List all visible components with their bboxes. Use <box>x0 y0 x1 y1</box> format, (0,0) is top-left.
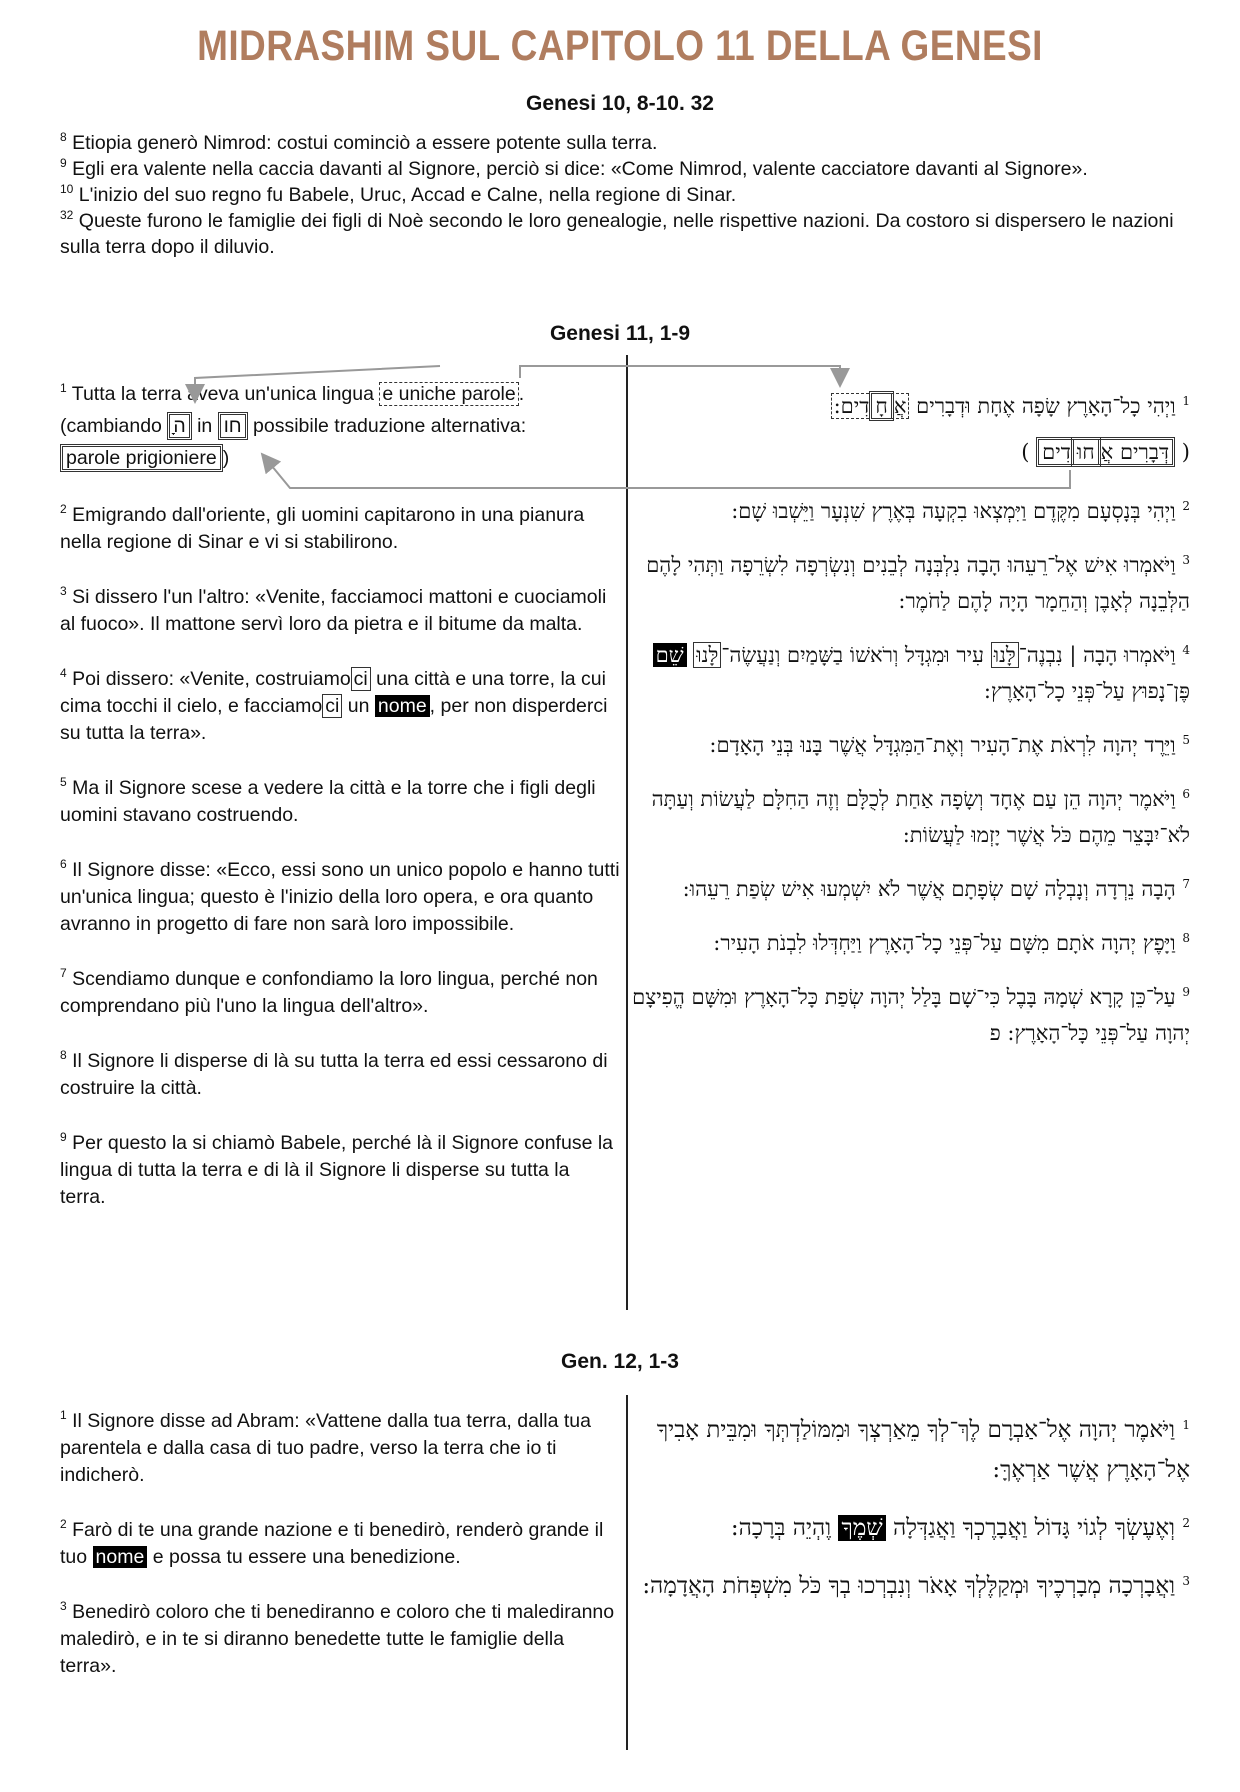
verse-12-2-he: $^2$ וְאֶעֶשְׂךָ לְגוֹי גָּדוֹל וַאֲבָרֶכְךָ וַאֲגַדְּלָה שְׁמֶךָ וֶהְיֵה בְּרָכָה: <box>730 1515 1190 1541</box>
page-title: MIDRASHIM SUL CAPITOLO 11 DELLA GENESI <box>197 22 1043 70</box>
letter-he-box: ָה <box>167 412 191 440</box>
arrow-to-letter-box <box>195 366 440 402</box>
arrow-uniche-parole-to-hebrew <box>520 366 840 386</box>
nome-highlight: nome <box>93 1546 148 1568</box>
hebrew-shem-highlight: שֵׁם <box>653 643 687 667</box>
hebrew-lanu-box: לָּנוּ <box>991 642 1019 668</box>
verse-11-5-he: $^5$ וַיֵּרֶד יְהוָה לִרְאֹת אֶת־הָעִיר וְאֶת־הַמִּגְדָּל אֲשֶׁר בָּנוּ בְּנֵי הָאָדָם: <box>709 733 1190 757</box>
verse-11-1-it: $^1$ Tutta la terra aveva un'unica lingua e uniche parole . (cambiando ָה in חו possibile traduzione alternativa: parole prigioniere ) <box>60 378 620 474</box>
hebrew-devarim-ahadim: אֲחָדִים: <box>831 393 910 419</box>
ci-box: ci <box>322 694 342 718</box>
heading-genesi-10: Genesi 10, 8-10. 32 <box>526 92 714 115</box>
verse-11-3-it: $^3$ Si dissero l'un l'altro: «Venite, facciamoci mattoni e cuociamoli al fuoco». Il mattone servì loro da pietra e il bitume da malta. <box>60 584 607 635</box>
verse-10-9: $^9$ Egli era valente nella caccia davanti al Signore, perciò si dice: «Come Nimrod, valente cacciatore davanti al Signore». <box>60 156 1088 180</box>
verse-11-6-he: $^6$ וַיֹּאמֶר יְהוָה הֵן עַם אֶחָד וְשָׂפָה אַחַת לְכֻלָּם וְזֶה הַחִלָּם לַעֲשׂוֹת וְעַתָּה לֹא־יִבָּצֵר מֵהֶם כֹּל אֲשֶׁר יָזְמוּ לַעֲשׂוֹת: <box>651 787 1190 847</box>
verse-10-10: $^{10}$ L'inizio del suo regno fu Babele, Uruc, Accad e Calne, nella regione di Sinar. <box>60 182 737 206</box>
hebrew-letter-het-box: חָ <box>869 391 893 421</box>
heading-genesi-12: Gen. 12, 1-3 <box>561 1350 679 1373</box>
verse-11-2-he: $^2$ וַיְהִי בְּנָסְעָם מִקֶּדֶם וַיִּמְצְאוּ בִקְעָה בְּאֶרֶץ שִׁנְעָר וַיֵּשְׁבוּ שָׁם: <box>731 499 1190 523</box>
verse-11-4-he: $^4$ וַיֹּאמְרוּ הָבָה | נִבְנֶה־לָּנוּ עִיר וּמִגְדָּל וְרֹאשׁוֹ בַשָּׁמַיִם וְנַעֲשֶׂה־לָּנוּ שֵׁם פֶּן־נָפוּץ עַל־פְּנֵי כָל־הָאָרֶץ: <box>630 637 1190 709</box>
verse-11-9-it: $^9$ Per questo la si chiamò Babele, perché là il Signore confuse la lingua di tutta la terra e di là il Signore li disperse su tutta la terra. <box>60 1130 614 1208</box>
letter-hu-box: חו <box>218 412 248 440</box>
verse-12-1-he: $^1$ וַיֹּאמֶר יְהוָה אֶל־אַבְרָם לֶךְ־לְךָ מֵאַרְצְךָ וּמִמּוֹלַדְתְּךָ וּמִבֵּית אָבִיךָ אֶל־הָאָרֶץ אֲשֶׁר אַרְאֶךָּ: <box>656 1417 1190 1483</box>
verse-11-7-he: $^7$ הָבָה נֵרְדָה וְנָבְלָה שָׁם שְׂפָתָם אֲשֶׁר לֹא יִשְׁמְעוּ אִישׁ שְׂפַת רֵעֵהוּ: <box>682 877 1190 901</box>
verse-11-3-he: $^3$ וַיֹּאמְרוּ אִישׁ אֶל־רֵעֵהוּ הָבָה נִלְבְּנָה לְבֵנִים וְנִשְׂרְפָה לִשְׂרֵפָה וַתְּהִי לָהֶם הַלְּבֵנָה לְאָבֶן וְהַחֵמָר הָיָה לָהֶם לַחֹמֶר: <box>646 553 1190 613</box>
verse-11-8-it: $^8$ Il Signore li disperse di là su tutta la terra ed essi cessarono di costruire la città. <box>60 1048 608 1099</box>
arrow-hebrew-to-hu-box <box>262 454 1070 488</box>
hebrew-lanu-box: לָּנוּ <box>693 642 721 668</box>
verse-11-2-it: $^2$ Emigrando dall'oriente, gli uomini capitarono in una pianura nella regione di Sinar e vi si stabilirono. <box>60 502 585 553</box>
verse-10-32: $^{32}$ Queste furono le famiglie dei figli di Noè secondo le loro genealogie, nelle rispettive nazioni. Da costoro si dispersero le nazioni sulla terra dopo il diluvio. <box>60 208 1174 258</box>
verse-12-1-it: $^1$ Il Signore disse ad Abram: «Vattene dalla tua terra, dalla tua parentela e dalla casa di tuo padre, verso la terra che io ti indicherò. <box>60 1408 591 1486</box>
parole-prigioniere-box: parole prigioniere <box>60 444 223 472</box>
heading-genesi-11: Genesi 11, 1-9 <box>549 322 691 345</box>
hebrew-letter-hu-box: חוּ <box>1071 437 1101 467</box>
verse-11-4-it: $^4$ Poi dissero: «Venite, costruiamo ci una città e una torre, la cui cima tocchi il cielo, e facciamo ci un nome , per non disperderci su tutta la terra». <box>60 666 608 744</box>
verse-11-9-he: $^9$ עַל־כֵּן קָרָא שְׁמָהּ בָּבֶל כִּי־שָׁם בָּלַל יְהוָה שְׂפַת כָּל־הָאָרֶץ וּמִשָּׁם הֱפִיצָם יְהוָה עַל־פְּנֵי כָּל־הָאָרֶץ: פ <box>632 985 1190 1045</box>
verse-11-8-he: $^8$ וַיָּפֶץ יְהוָה אֹתָם מִשָּׁם עַל־פְּנֵי כָל־הָאָרֶץ וַיַּחְדְּלוּ לִבְנֹת הָעִיר: <box>713 931 1190 955</box>
verse-11-7-it: $^7$ Scendiamo dunque e confondiamo la loro lingua, perché non comprendano più l'uno la lingua dell'altro». <box>60 966 598 1017</box>
nome-highlight: nome <box>375 695 430 717</box>
ci-box: ci <box>351 667 371 691</box>
verse-11-5-it: $^5$ Ma il Signore scese a vedere la città e la torre che i figli degli uomini stavano costruendo. <box>60 775 596 826</box>
verse-11-1-he: $^1$ וַיְהִי כָל־הָאָרֶץ שָׂפָה אֶחָת וּדְבָרִים אֲחָדִים: ( דְּבָרִים אֲחוּדִים ) <box>630 383 1190 475</box>
highlight-uniche-parole: e uniche parole <box>379 382 518 406</box>
verse-11-6-it: $^6$ Il Signore disse: «Ecco, essi sono un unico popolo e hanno tutti un'unica lingua; questo è l'inizio della loro opera, e ora quanto avranno in progetto di fare non sarà loro impossibile. <box>60 857 620 935</box>
hebrew-alternative-box: דְּבָרִים אֲחוּדִים <box>1036 437 1175 467</box>
verse-12-2-it: $^2$ Farò di te una grande nazione e ti benedirò, renderò grande il tuo nome e possa tu essere una benedizione. <box>60 1517 604 1568</box>
hebrew-shem-highlight: שְׁמֶךָ <box>838 1515 885 1541</box>
verse-10-8: $^8$ Etiopia generò Nimrod: costui cominciò a essere potente sulla terra. <box>60 130 658 154</box>
verse-12-3-it: $^3$ Benedirò coloro che ti benediranno e coloro che ti malediranno maledirò, e in te si diranno benedette tutte le famiglie della terra». <box>60 1599 615 1677</box>
verse-12-3-he: $^3$ וַאֲבָרְכָה מְבָרְכֶיךָ וּמְקַלֶּלְךָ אָאֹר וְנִבְרְכוּ בְךָ כֹּל מִשְׁפְּחֹת הָאֲדָמָה: <box>642 1573 1190 1599</box>
